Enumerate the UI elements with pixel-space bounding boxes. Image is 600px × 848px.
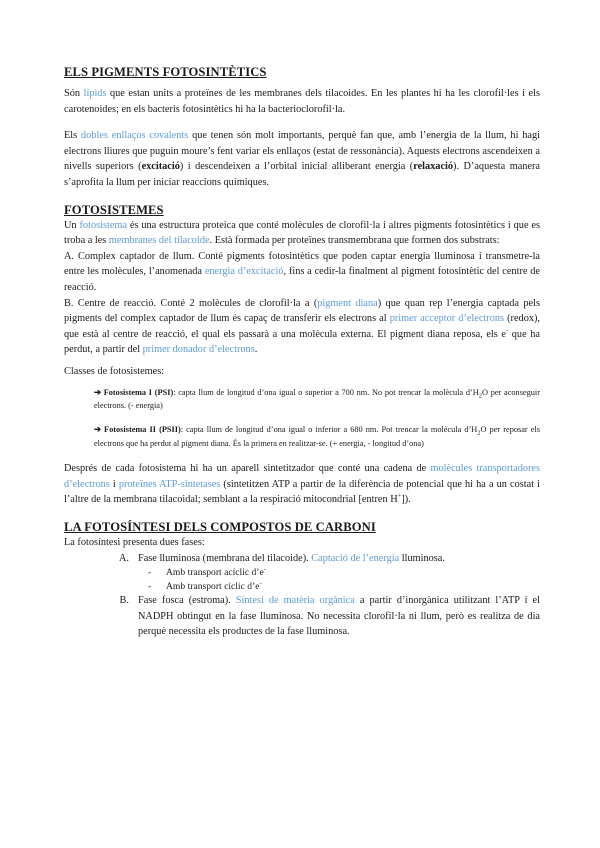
paragraph-synthesizer: Després de cada fotosistema hi ha un aparell sintetitzador que conté una cadena de molècules transportadores d’electrons i proteïnes ATP-sintetases (sintetitzen ATP a partir de la diferència de potencial que hi ha a un costat i l’altre de la membrana tilacoidal; semblant a la respiració mitocondrial [entren H+]). — [64, 463, 540, 506]
term-thylakoid-membranes: membranes del tilacoide — [108, 235, 210, 247]
term-excitation-energy: energia d’excitació — [204, 266, 284, 278]
sub-item-cyclic: - Amb transport cíclic d’e- — [148, 579, 262, 592]
phases-intro: La fotosíntesi presenta dues fases: — [64, 536, 205, 548]
term-energy-capture: Captació de l’energia — [311, 552, 400, 564]
term-lipids: lípids — [83, 88, 107, 99]
sub-item-acyclic: - Amb transport acíclic d’e- — [148, 565, 266, 579]
term-atp-synthases: proteïnes ATP-sintetases — [118, 478, 221, 490]
paragraph-lipids: Són lípids que estan units a proteïnes de les membranes dels tilacoides. En les plantes hi ha les clorofil·les i els carotenoides; en els bacteris fotosintètics hi ha la bacterioclorofil·la. — [64, 88, 540, 115]
arrow-icon: ➔ — [94, 425, 105, 435]
term-double-bonds: dobles enllaços covalents — [81, 130, 189, 142]
term-photosystem: fotosistema — [79, 219, 127, 231]
term-first-electron-acceptor: primer acceptor d’electrons — [389, 313, 505, 325]
paragraph-photosystem-definition: Un fotosistema és una estructura proteica que conté molècules de clorofil·la i altres pigments fotosintètics i que es troba a les membranes del tilacoide. Està formada per proteïnes transmembrana que formen dos substrats: — [64, 219, 540, 247]
term-first-electron-donor: primer donador d’electrons — [142, 344, 255, 356]
section-title-photosystems: FOTOSISTEMES — [64, 202, 164, 217]
section-title-pigments: ELS PIGMENTS FOTOSINTÈTICS — [64, 65, 267, 79]
document-body — [64, 64, 540, 640]
term-psii: Fotosistema II (PSII) — [104, 425, 181, 435]
term-electron-transport-molecules: molècules transportadores d’electrons — [64, 463, 540, 490]
classes-heading: Classes de fotosistemes: — [64, 365, 165, 377]
arrow-icon: ➔ — [94, 387, 104, 397]
term-excitation: excitació — [141, 161, 180, 173]
photosystem-two-item: ➔ Fotosistema II (PSII): capta llum de longitud d’ona igual o inferior a 680 nm. Pot trencar la molècula $d’H_2O$ per reposar els electrons que ha perdut al pigment diana. És la primera en realitzar-se. (+ energia, - longitud d’ona) — [94, 425, 540, 448]
photosystem-one-item: ➔ Fotosistema I (PSI): capta llum de longitud d’ona igual o superior a 700 nm. No pot trencar la molècula $d’H_2O$ per aconseguir electrons. (- energia) — [94, 387, 540, 410]
term-target-pigment: pigment diana — [317, 297, 378, 309]
term-psi: Fotosistema I (PSI) — [103, 387, 174, 397]
term-organic-synthesis: Síntesi de matèria orgànica — [235, 595, 355, 607]
term-relaxation: relaxació — [413, 161, 454, 173]
paragraph-reaction-center: B. Centre de reacció. Conté 2 molècules de clorofil·la a (pigment diana) que quan rep l’energia captada pels pigments del complex captador de llum és capaç de transferir els electrons al primer acceptor d’electrons (redox), que està al centre de reacció, el qual els passarà a una molècula externa. El pigment diana reposa, els e- que ha perdut, a partir del primer donador d’electrons. — [64, 297, 540, 356]
section-title-carbon-photosynthesis: LA FOTOSÍNTESI DELS COMPOSTOS DE CARBONI — [64, 519, 376, 534]
paragraph-double-bonds: Els dobles enllaços covalents que tenen són molt importants, perquè fan que, amb l’energia de la llum, hi hagi electrons lliures que puguin moure’s fent variar els enllaços (estat de ressonància). Aquests electrons ascendeixen a nivells superiors (excitació) i descendeixen a l’orbital inicial alliberant energia (relaxació). D’aquesta manera s’aprofita la llum per iniciar reaccions químiques. — [64, 130, 541, 188]
list-item-light-phase: A. Fase lluminosa (membrana del tilacoide). Captació de l’energia lluminosa. — [118, 552, 445, 564]
paragraph-light-harvesting-complex: A. Complex captador de llum. Conté pigments fotosintètics que poden captar energia lluminosa i transmetre-la entre les molècules, l’anomenada energia d’excitació, fins a cedir-la finalment al pigment fotosintètic del centre de reacció. — [64, 250, 540, 293]
list-item-dark-phase: B. Fase fosca (estroma). Síntesi de matèria orgànica a partir d’inorgànica utilitzant l’ATP i el NADPH obtingut en la fase lluminosa. No necessita clorofil·la ni llum, però es realitza de dia perquè necessita els productes de la fase lluminosa. — [119, 595, 540, 638]
